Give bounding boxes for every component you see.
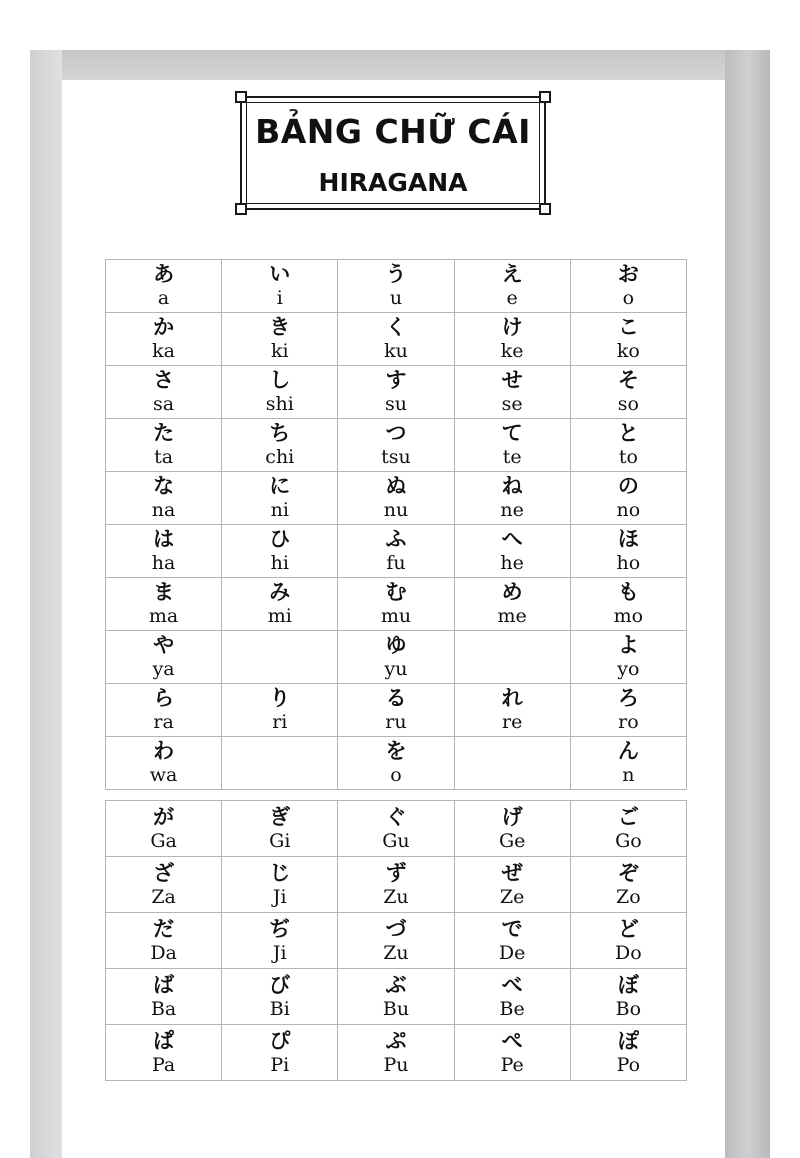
romaji-label: chi [265, 446, 295, 468]
kana-cell [570, 913, 686, 969]
table-row [106, 684, 687, 737]
kana-character: へ [501, 527, 523, 551]
kana-character: ぶ [385, 972, 407, 997]
romaji-label: a [157, 287, 170, 309]
kana-cell [106, 1025, 222, 1081]
romaji-label: Ji [272, 885, 287, 908]
kana-character: か [153, 315, 175, 339]
romaji-label: ra [153, 711, 174, 733]
kana-character: お [617, 262, 639, 286]
kana-character: ま [153, 580, 175, 604]
kana-character: い [269, 262, 291, 286]
kana-cell [106, 366, 222, 419]
kana-cell [222, 801, 338, 857]
kana-cell [454, 366, 570, 419]
romaji-label: mo [613, 605, 644, 627]
kana-character: た [153, 421, 175, 445]
kana-cell [222, 472, 338, 525]
romaji-label: tsu [381, 446, 411, 468]
kana-character: れ [501, 686, 523, 710]
romaji-label: so [617, 393, 639, 415]
kana-cell [454, 631, 570, 684]
kana-character: ぐ [385, 804, 407, 829]
romaji-label: yu [384, 658, 408, 680]
romaji-label: Bu [382, 997, 410, 1020]
romaji-label: Pe [500, 1053, 524, 1076]
page-title: BẢNG CHỮ CÁI [255, 112, 531, 151]
romaji-label: ta [154, 446, 174, 468]
kana-cell [338, 913, 454, 969]
kana-cell [570, 472, 686, 525]
kana-character: め [501, 580, 523, 604]
kana-character: づ [385, 916, 407, 941]
romaji-label: fu [386, 552, 406, 574]
kana-character: ぽ [617, 1028, 639, 1053]
romaji-label: shi [265, 393, 294, 415]
romaji-label: se [501, 393, 523, 415]
romaji-label: sa [153, 393, 175, 415]
romaji-label: Pi [270, 1053, 290, 1076]
kana-character: な [153, 474, 175, 498]
romaji-label: yo [617, 658, 640, 680]
frame-corner-ornament [539, 203, 551, 215]
kana-cell [570, 801, 686, 857]
kana-cell [570, 684, 686, 737]
romaji-label: Ba [150, 997, 177, 1020]
romaji-label: e [506, 287, 518, 309]
romaji-label: i [276, 287, 283, 309]
romaji-label: Da [150, 941, 177, 964]
kana-character: さ [153, 368, 175, 392]
scan-shadow-top [30, 50, 770, 80]
kana-cell [222, 737, 338, 790]
romaji-label: u [389, 287, 403, 309]
title-frame [240, 96, 546, 210]
romaji-label: wa [149, 764, 178, 786]
kana-character: は [153, 527, 175, 551]
kana-character: が [153, 804, 175, 829]
kana-cell [570, 419, 686, 472]
kana-cell [570, 366, 686, 419]
romaji-label: Pu [383, 1053, 409, 1076]
scan-shadow-left [30, 50, 62, 1158]
kana-cell [454, 913, 570, 969]
romaji-label: Do [615, 941, 642, 964]
romaji-label: ki [270, 340, 289, 362]
kana-character: ほ [617, 527, 639, 551]
romaji-label: na [151, 499, 176, 521]
kana-character: ざ [153, 860, 175, 885]
kana-cell [570, 260, 686, 313]
kana-cell [338, 1025, 454, 1081]
romaji-label: Gu [382, 829, 410, 852]
romaji-label: Ze [499, 885, 525, 908]
kana-cell [454, 419, 570, 472]
kana-cell [454, 801, 570, 857]
romaji-label: nu [383, 499, 409, 521]
kana-character: ば [153, 972, 175, 997]
kana-cell [338, 472, 454, 525]
kana-cell [570, 525, 686, 578]
kana-cell [338, 366, 454, 419]
kana-cell [222, 419, 338, 472]
kana-character: り [269, 686, 291, 710]
kana-cell [222, 366, 338, 419]
kana-character: ぷ [385, 1028, 407, 1053]
kana-character: べ [501, 972, 523, 997]
table-row [106, 737, 687, 790]
kana-cell [454, 1025, 570, 1081]
kana-cell [222, 684, 338, 737]
kana-cell [106, 631, 222, 684]
romaji-label: ne [500, 499, 524, 521]
romaji-label: he [500, 552, 524, 574]
kana-character: て [501, 421, 523, 445]
kana-cell [338, 313, 454, 366]
kana-character: ぢ [269, 916, 291, 941]
kana-character: ら [153, 686, 175, 710]
romaji-label: te [502, 446, 522, 468]
table-row [106, 472, 687, 525]
kana-cell [106, 525, 222, 578]
romaji-label: Ga [150, 829, 177, 852]
kana-character: え [501, 262, 523, 286]
kana-cell [106, 857, 222, 913]
kana-cell [106, 737, 222, 790]
kana-cell [106, 419, 222, 472]
kana-character: と [617, 421, 639, 445]
kana-cell [106, 578, 222, 631]
kana-character: み [269, 580, 291, 604]
kana-cell [222, 969, 338, 1025]
romaji-label: ri [272, 711, 288, 733]
table-row [106, 419, 687, 472]
romaji-label: mu [380, 605, 412, 627]
kana-character: し [269, 368, 291, 392]
kana-cell [454, 684, 570, 737]
kana-cell [106, 969, 222, 1025]
kana-character: も [617, 580, 639, 604]
romaji-label: Zo [616, 885, 641, 908]
kana-character: を [385, 739, 407, 763]
kana-character: せ [501, 368, 523, 392]
kana-cell [106, 913, 222, 969]
kana-cell [570, 1025, 686, 1081]
table-row [106, 260, 687, 313]
table-row [106, 578, 687, 631]
kana-cell [222, 857, 338, 913]
kana-cell [454, 857, 570, 913]
kana-character: ぱ [153, 1028, 175, 1053]
romaji-label: hi [270, 552, 289, 574]
kana-cell [338, 260, 454, 313]
romaji-label: ru [385, 711, 407, 733]
table-row [106, 913, 687, 969]
kana-cell [106, 313, 222, 366]
romaji-label: ke [500, 340, 524, 362]
kana-cell [570, 857, 686, 913]
kana-cell [338, 857, 454, 913]
kana-character: あ [153, 262, 175, 286]
kana-cell [222, 1025, 338, 1081]
kana-character: け [501, 315, 523, 339]
kana-character: ご [617, 804, 639, 829]
romaji-label: Go [615, 829, 642, 852]
hiragana-voiced-table [105, 800, 687, 1081]
kana-character: に [269, 474, 291, 498]
kana-cell [106, 801, 222, 857]
kana-character: く [385, 315, 407, 339]
table-row [106, 525, 687, 578]
hiragana-basic-table [105, 259, 687, 790]
romaji-label: Be [499, 997, 525, 1020]
kana-character: ろ [617, 686, 639, 710]
kana-character: や [153, 633, 175, 657]
kana-cell [454, 313, 570, 366]
kana-cell [222, 631, 338, 684]
kana-cell [106, 260, 222, 313]
romaji-label: n [622, 764, 635, 786]
kana-cell [338, 684, 454, 737]
kana-cell [570, 631, 686, 684]
kana-character: ん [617, 739, 639, 763]
kana-cell [338, 737, 454, 790]
kana-character: ね [501, 474, 523, 498]
kana-character: よ [617, 633, 639, 657]
romaji-label: ya [152, 658, 175, 680]
kana-cell [570, 969, 686, 1025]
kana-character: ぴ [269, 1028, 291, 1053]
kana-character: つ [385, 421, 407, 445]
romaji-label: ni [270, 499, 289, 521]
kana-character: す [385, 368, 407, 392]
kana-character: む [385, 580, 407, 604]
kana-cell [338, 419, 454, 472]
romaji-label: o [390, 764, 402, 786]
page-subtitle: HIRAGANA [318, 168, 468, 197]
kana-cell [454, 260, 570, 313]
kana-character: げ [501, 804, 523, 829]
kana-cell [570, 737, 686, 790]
romaji-label: De [498, 941, 526, 964]
kana-cell [222, 525, 338, 578]
kana-cell [454, 969, 570, 1025]
romaji-label: ka [152, 340, 176, 362]
romaji-label: Zu [383, 941, 409, 964]
romaji-label: ku [384, 340, 408, 362]
romaji-label: no [616, 499, 641, 521]
kana-cell [338, 631, 454, 684]
kana-character: ず [385, 860, 407, 885]
scan-shadow-right [725, 50, 770, 1158]
kana-cell [222, 913, 338, 969]
romaji-label: o [622, 287, 635, 309]
kana-character: ふ [385, 527, 407, 551]
kana-character: る [385, 686, 407, 710]
romaji-label: Zu [383, 885, 409, 908]
romaji-label: su [384, 393, 407, 415]
kana-character: そ [617, 368, 639, 392]
romaji-label: ha [151, 552, 176, 574]
kana-cell [454, 578, 570, 631]
romaji-label: re [501, 711, 523, 733]
kana-character: の [617, 474, 639, 498]
romaji-label: ro [618, 711, 639, 733]
kana-character: ち [269, 421, 291, 445]
kana-character: う [385, 262, 407, 286]
kana-character: ど [617, 916, 639, 941]
kana-character: ぼ [617, 972, 639, 997]
romaji-label: Bo [615, 997, 642, 1020]
romaji-label: Pa [151, 1053, 176, 1076]
kana-character: わ [153, 739, 175, 763]
kana-character: ぬ [385, 474, 407, 498]
romaji-label: ma [148, 605, 179, 627]
kana-character: ゆ [385, 633, 407, 657]
romaji-label: me [497, 605, 527, 627]
kana-cell [222, 578, 338, 631]
romaji-label: Po [616, 1053, 641, 1076]
kana-character: ぺ [501, 1028, 523, 1053]
kana-character: こ [617, 315, 639, 339]
kana-cell [106, 472, 222, 525]
kana-character: き [269, 315, 291, 339]
romaji-label: ho [616, 552, 641, 574]
kana-cell [570, 578, 686, 631]
kana-character: で [501, 916, 523, 941]
kana-character: び [269, 972, 291, 997]
romaji-label: to [618, 446, 638, 468]
romaji-label: Ge [498, 829, 526, 852]
frame-corner-ornament [235, 91, 247, 103]
frame-corner-ornament [539, 91, 551, 103]
table-row [106, 801, 687, 857]
frame-corner-ornament [235, 203, 247, 215]
romaji-label: ko [616, 340, 640, 362]
kana-character: ぜ [501, 860, 523, 885]
table-row [106, 857, 687, 913]
kana-character: じ [269, 860, 291, 885]
kana-cell [570, 313, 686, 366]
kana-cell [106, 684, 222, 737]
romaji-label: Bi [269, 997, 290, 1020]
kana-cell [454, 472, 570, 525]
kana-cell [222, 313, 338, 366]
romaji-label: Gi [269, 829, 291, 852]
kana-cell [338, 969, 454, 1025]
kana-cell [222, 260, 338, 313]
table-row [106, 313, 687, 366]
kana-cell [338, 525, 454, 578]
kana-character: ぞ [617, 860, 639, 885]
kana-character: ひ [269, 527, 291, 551]
kana-character: だ [153, 916, 175, 941]
kana-cell [338, 578, 454, 631]
kana-cell [454, 737, 570, 790]
kana-character: ぎ [269, 804, 291, 829]
table-row [106, 1025, 687, 1081]
romaji-label: Ji [272, 941, 287, 964]
kana-cell [454, 525, 570, 578]
table-row [106, 366, 687, 419]
table-row [106, 969, 687, 1025]
kana-cell [338, 801, 454, 857]
table-row [106, 631, 687, 684]
romaji-label: mi [267, 605, 292, 627]
romaji-label: Za [151, 885, 176, 908]
